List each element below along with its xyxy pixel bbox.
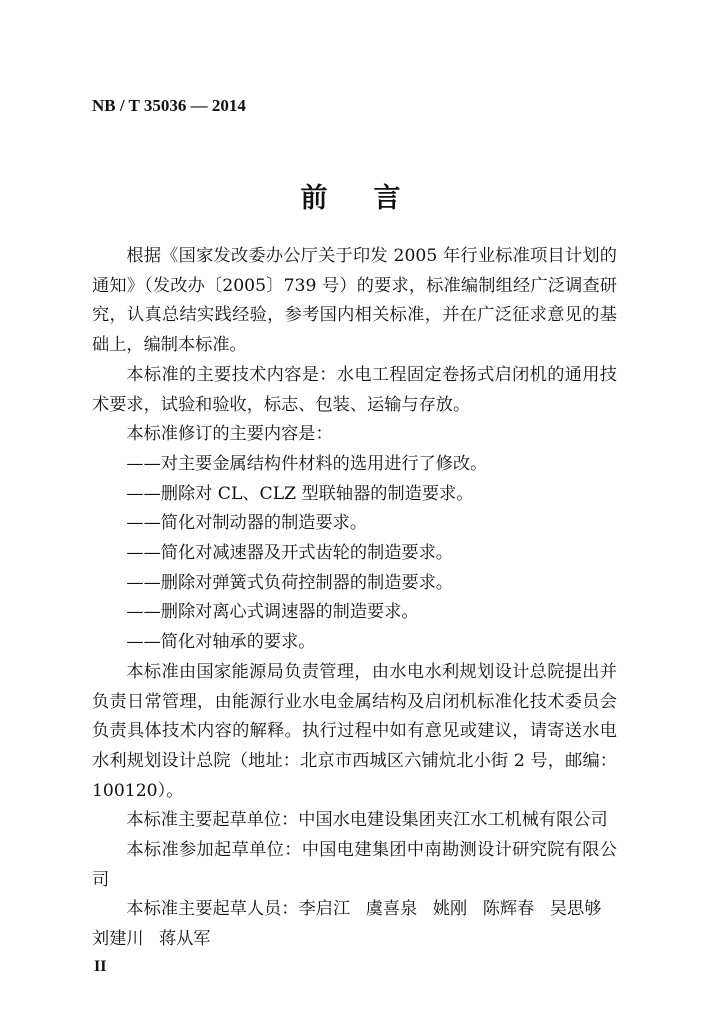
- drafter-name: 陈辉春: [482, 899, 535, 920]
- revision-item: ——删除对离心式调速器的制造要求。: [126, 602, 419, 623]
- preface-body: [92, 242, 617, 955]
- drafter-name: 虞喜泉: [365, 899, 418, 920]
- revision-item: ——删除对弹簧式负荷控制器的制造要求。: [126, 572, 453, 593]
- page-number: II: [94, 958, 107, 975]
- drafter-name: 姚刚: [432, 899, 468, 920]
- revision-item: ——简化对轴承的要求。: [126, 632, 316, 653]
- paragraph-basis: 根据《国家发改委办公厅关于印发 2005 年行业标准项目计划的通知》（发改办〔2005〕739 号）的要求，标准编制组经广泛调查研究，认真总结实践经验，参考国内相关标准，并在广泛征求意见的基础上，编制本标准。: [92, 246, 617, 356]
- page-title: 前言: [300, 183, 447, 214]
- standard-code: NB / T 35036 — 2014: [92, 96, 246, 115]
- paragraph-main-drafting-unit: 本标准主要起草单位：中国水电建设集团夹江水工机械有限公司: [126, 810, 608, 831]
- revision-item: ——对主要金属结构件材料的选用进行了修改。: [126, 453, 488, 474]
- revision-item: ——简化对减速器及开式齿轮的制造要求。: [126, 543, 453, 564]
- paragraph-main-content: 本标准的主要技术内容是：水电工程固定卷扬式启闭机的通用技术要求，试验和验收，标志、包装、运输与存放。: [92, 364, 617, 415]
- paragraph-drafters: [92, 895, 617, 954]
- revision-item: ——删除对 CL、CLZ 型联轴器的制造要求。: [126, 483, 474, 504]
- drafter-name: 蒋从军: [159, 929, 211, 950]
- revision-item: ——简化对制动器的制造要求。: [126, 513, 368, 534]
- paragraph-management: 本标准由国家能源局负责管理，由水电水利规划设计总院提出并负责日常管理，由能源行业水电金属结构及启闭机标准化技术委员会负责具体技术内容的解释。执行过程中如有意见或建议，请寄送水电水利规划设计总院（地址：北京市西城区六铺炕北小街 2 号，邮编：100120）。: [92, 661, 617, 801]
- paragraph-participating-unit: 本标准参加起草单位：中国电建集团中南勘测设计研究院有限公司: [92, 840, 617, 890]
- drafter-name: 刘建川: [92, 929, 144, 950]
- drafters-label: 本标准主要起草人员：: [126, 899, 299, 920]
- drafter-name: 吴思够: [549, 899, 602, 920]
- drafter-name: 李启江: [298, 899, 351, 920]
- paragraph-revision-intro: 本标准修订的主要内容是：: [126, 424, 333, 445]
